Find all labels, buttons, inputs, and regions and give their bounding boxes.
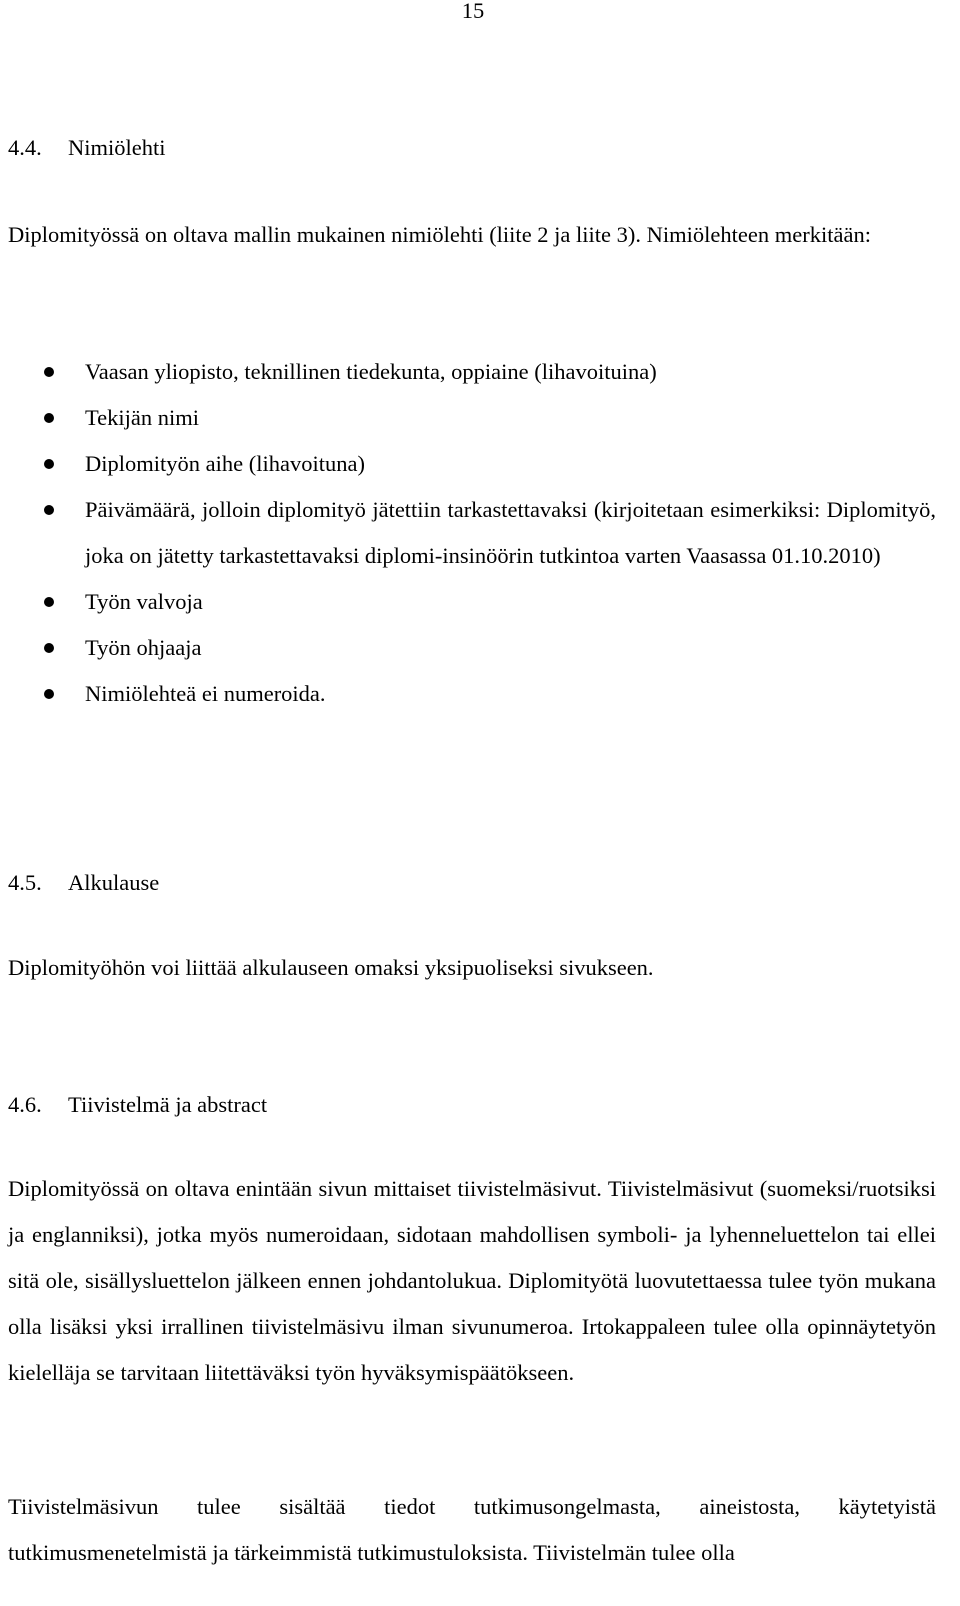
list-item-text: Nimiölehteä ei numeroida. [85, 681, 326, 706]
abstract-paragraph-1: Diplomityössä on oltava enintään sivun mittaiset tiivistelmäsivut. Tiivistelmäsivut (suomeksi/ruotsiksi ja englanniksi), jotka myös numeroidaan, sidotaan mahdollisen symboli- ja lyhenneluettelon tai ellei sitä ole, sisällysluettelon jälkeen ennen johdantolukua. Diplomityötä luovutettaessa tulee työn mukana olla lisäksi yksi irrallinen tiivistelmäsivu ilman sivunumeroa. Irtokappaleen tulee olla opinnäytetyön kielelläja se tarvitaan liitettäväksi työn hyväksymispäätökseen. [8, 1176, 936, 1385]
intro-paragraph: Diplomityössä on oltava mallin mukainen nimiölehti (liite 2 ja liite 3). Nimiölehteen merkitään: [8, 222, 871, 247]
list-item [0, 349, 936, 395]
list-item [0, 625, 936, 671]
list-item-text: Diplomityön aihe (lihavoituna) [85, 451, 365, 476]
bullet-icon [44, 459, 54, 469]
section-number: 4.6. [8, 1092, 42, 1117]
section-title: Tiivistelmä ja abstract [68, 1092, 268, 1117]
section-number: 4.5. [8, 870, 42, 895]
list-item-text: Työn ohjaaja [85, 635, 202, 660]
bullet-icon [44, 413, 54, 423]
section-title: Alkulause [68, 870, 160, 895]
bullet-icon [44, 643, 54, 653]
list-item-text: Tekijän nimi [85, 405, 200, 430]
bullet-icon [44, 597, 54, 607]
abstract-paragraph-2: Tiivistelmäsivun tulee sisältää tiedot tutkimusongelmasta, aineistosta, käytetyistä tutkimusmenetelmistä ja tärkeimmistä tutkimustuloksista. Tiivistelmän tulee olla [8, 1494, 936, 1565]
list-item-text: Vaasan yliopisto, teknillinen tiedekunta, oppiaine (lihavoituina) [85, 359, 657, 384]
section-number: 4.4. [8, 135, 42, 160]
list-item-text: Päivämäärä, jolloin diplomityö jätettiin tarkastettavaksi (kirjoitetaan esimerkiksi: Diplomityö, joka on jätetty tarkastettavaksi diplomi-insinöörin tutkintoa varten Vaasassa 01.10.2010) [85, 497, 936, 568]
bullet-icon [44, 689, 54, 699]
section-heading-4-6 [8, 1092, 267, 1118]
bullet-icon [44, 367, 54, 377]
section-heading-4-5 [8, 870, 159, 896]
list-item [0, 671, 936, 717]
title-page-bullet-list [0, 349, 936, 717]
foreword-paragraph: Diplomityöhön voi liittää alkulauseen omaksi yksipuoliseksi sivukseen. [8, 955, 654, 980]
bullet-icon [44, 505, 54, 515]
list-item [0, 395, 936, 441]
list-item-text: Työn valvoja [85, 589, 203, 614]
page-number: 15 [461, 0, 485, 23]
list-item [0, 579, 936, 625]
list-item [0, 441, 936, 487]
list-item [0, 487, 936, 579]
section-heading-4-4 [8, 135, 166, 161]
section-title: Nimiölehti [68, 135, 166, 160]
